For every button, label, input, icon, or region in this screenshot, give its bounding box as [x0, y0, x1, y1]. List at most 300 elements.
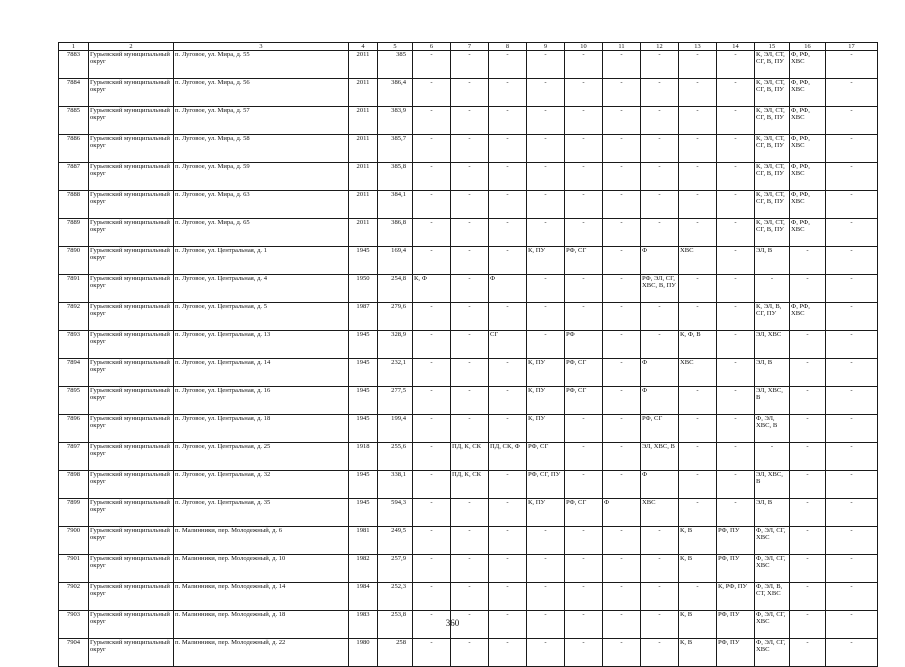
table-cell: Гурьевский муниципальный округ: [89, 639, 174, 667]
table-cell: -: [603, 583, 641, 611]
table-cell: п. Луговое, ул. Центральная, д. 25: [174, 443, 349, 471]
table-cell: -: [451, 219, 489, 247]
table-cell: -: [565, 163, 603, 191]
table-cell: -: [826, 163, 878, 191]
table-cell: п. Луговое, ул. Мира, д. 65: [174, 219, 349, 247]
table-cell: Гурьевский муниципальный округ: [89, 107, 174, 135]
table-cell: Гурьевский муниципальный округ: [89, 51, 174, 79]
table-cell: -: [527, 583, 565, 611]
table-cell: -: [413, 387, 451, 415]
table-cell: Гурьевский муниципальный округ: [89, 387, 174, 415]
table-cell: ЭЛ, В: [755, 499, 790, 527]
table-cell: -: [489, 191, 527, 219]
table-cell: 385: [378, 51, 413, 79]
table-cell: -: [826, 303, 878, 331]
table-row: [59, 471, 878, 499]
table-cell: -: [489, 471, 527, 499]
table-cell: -: [826, 611, 878, 639]
table-cell: п. Луговое, ул. Центральная, д. 5: [174, 303, 349, 331]
table-cell: Ф, ЭЛ, СГ, ХВС: [755, 611, 790, 639]
table-cell: ЭЛ, ХВС: [755, 331, 790, 359]
table-cell: -: [679, 275, 717, 303]
table-cell: ХВС: [641, 499, 679, 527]
table-cell: РФ, ПУ: [717, 611, 755, 639]
table-cell: -: [755, 275, 790, 303]
table-cell: -: [489, 163, 527, 191]
table-cell: К, В: [679, 611, 717, 639]
table-cell: Ф: [641, 247, 679, 275]
table-cell: п. Луговое, ул. Мира, д. 57: [174, 107, 349, 135]
table-cell: Гурьевский муниципальный округ: [89, 331, 174, 359]
table-cell: -: [489, 583, 527, 611]
table-cell: -: [603, 163, 641, 191]
table-cell: К, ПУ: [527, 247, 565, 275]
table-row: [59, 639, 878, 667]
table-cell: -: [413, 219, 451, 247]
table-cell: -: [451, 275, 489, 303]
table-cell: 7885: [59, 107, 89, 135]
table-cell: Ф, РФ, ХВС: [790, 135, 826, 163]
table-cell: 1983: [349, 611, 378, 639]
table-cell: -: [527, 79, 565, 107]
table-row: [59, 135, 878, 163]
table-cell: Гурьевский муниципальный округ: [89, 303, 174, 331]
table-cell: -: [603, 555, 641, 583]
table-cell: ПД, К, СК: [451, 443, 489, 471]
table-cell: 1945: [349, 415, 378, 443]
table-cell: Гурьевский муниципальный округ: [89, 471, 174, 499]
table-cell: Гурьевский муниципальный округ: [89, 247, 174, 275]
column-header: 8: [489, 43, 527, 51]
table-cell: 7894: [59, 359, 89, 387]
table-cell: Гурьевский муниципальный округ: [89, 443, 174, 471]
table-cell: -: [413, 247, 451, 275]
table-cell: СГ: [489, 331, 527, 359]
table-cell: РФ, ПУ: [717, 639, 755, 667]
table-cell: Гурьевский муниципальный округ: [89, 583, 174, 611]
column-header: 4: [349, 43, 378, 51]
table-cell: -: [527, 219, 565, 247]
table-cell: -: [826, 415, 878, 443]
table-cell: -: [413, 499, 451, 527]
table-cell: 1982: [349, 555, 378, 583]
table-cell: -: [413, 107, 451, 135]
table-cell: -: [790, 415, 826, 443]
table-cell: -: [717, 443, 755, 471]
table-cell: -: [565, 471, 603, 499]
table-cell: -: [527, 275, 565, 303]
table-cell: -: [489, 359, 527, 387]
table-cell: 1981: [349, 527, 378, 555]
table-cell: -: [717, 415, 755, 443]
table-cell: Гурьевский муниципальный округ: [89, 499, 174, 527]
table-cell: 7883: [59, 51, 89, 79]
table-cell: -: [451, 191, 489, 219]
table-cell: п. Луговое, ул. Центральная, д. 13: [174, 331, 349, 359]
table-cell: 7902: [59, 583, 89, 611]
table-row: [59, 527, 878, 555]
table-cell: -: [527, 191, 565, 219]
table-cell: -: [826, 387, 878, 415]
table-cell: -: [565, 79, 603, 107]
table-cell: -: [527, 163, 565, 191]
table-cell: -: [717, 303, 755, 331]
table-cell: К, ЭЛ, СТ, СГ, В, ПУ: [755, 107, 790, 135]
table-cell: К, ЭЛ, СТ, СГ, В, ПУ: [755, 51, 790, 79]
table-cell: -: [826, 583, 878, 611]
table-cell: Ф: [603, 499, 641, 527]
page-number: 360: [445, 618, 460, 628]
table-cell: 1945: [349, 331, 378, 359]
table-cell: -: [717, 499, 755, 527]
table-row: [59, 499, 878, 527]
table-cell: п. Малинники, пер. Молодежный, д. 22: [174, 639, 349, 667]
table-cell: -: [641, 135, 679, 163]
table-cell: -: [790, 527, 826, 555]
table-cell: 7900: [59, 527, 89, 555]
table-cell: ЭЛ, ХВС, В: [755, 387, 790, 415]
table-cell: 1945: [349, 499, 378, 527]
table-cell: -: [717, 79, 755, 107]
table-cell: 7886: [59, 135, 89, 163]
table-cell: -: [451, 499, 489, 527]
table-cell: -: [826, 191, 878, 219]
table-cell: -: [679, 163, 717, 191]
table-cell: 232,1: [378, 359, 413, 387]
table-cell: 386,4: [378, 79, 413, 107]
table-cell: 7890: [59, 247, 89, 275]
table-cell: 1918: [349, 443, 378, 471]
table-cell: 1945: [349, 471, 378, 499]
table-cell: 7903: [59, 611, 89, 639]
table-cell: 2011: [349, 135, 378, 163]
table-cell: -: [413, 303, 451, 331]
table-cell: Ф: [641, 471, 679, 499]
table-cell: Гурьевский муниципальный округ: [89, 191, 174, 219]
table-cell: Гурьевский муниципальный округ: [89, 219, 174, 247]
table-cell: РФ, ПУ: [717, 555, 755, 583]
column-header: 1: [59, 43, 89, 51]
table-cell: К, Ф, В: [679, 331, 717, 359]
table-cell: РФ, СГ: [565, 359, 603, 387]
table-cell: -: [413, 135, 451, 163]
table-cell: -: [451, 163, 489, 191]
table-cell: 1945: [349, 247, 378, 275]
table-cell: -: [489, 219, 527, 247]
table-cell: п. Малинники, пер. Молодежный, д. 14: [174, 583, 349, 611]
table-cell: 7897: [59, 443, 89, 471]
table-cell: -: [826, 499, 878, 527]
table-cell: К, Ф: [413, 275, 451, 303]
table-cell: п. Луговое, ул. Мира, д. 58: [174, 135, 349, 163]
table-cell: -: [603, 471, 641, 499]
table-cell: К, В: [679, 527, 717, 555]
table-cell: 2011: [349, 107, 378, 135]
table-cell: 7884: [59, 79, 89, 107]
table-cell: -: [413, 527, 451, 555]
column-header: 12: [641, 43, 679, 51]
table-row: [59, 415, 878, 443]
table-cell: -: [565, 191, 603, 219]
table-cell: -: [413, 471, 451, 499]
table-cell: -: [717, 275, 755, 303]
table-cell: ПД, К, СК: [451, 471, 489, 499]
table-cell: -: [489, 639, 527, 667]
table-cell: -: [717, 107, 755, 135]
table-cell: Ф, РФ, ХВС: [790, 107, 826, 135]
column-header: 13: [679, 43, 717, 51]
table-cell: -: [641, 303, 679, 331]
table-cell: РФ, СГ: [565, 247, 603, 275]
table-cell: -: [413, 359, 451, 387]
table-cell: -: [790, 499, 826, 527]
table-cell: 2011: [349, 191, 378, 219]
table-cell: Ф, ЭЛ, СГ, ХВС: [755, 555, 790, 583]
table-cell: РФ, ЭЛ, СГ, ХВС, В, ПУ: [641, 275, 679, 303]
table-cell: Гурьевский муниципальный округ: [89, 359, 174, 387]
table-cell: Гурьевский муниципальный округ: [89, 135, 174, 163]
table-cell: -: [717, 191, 755, 219]
table-cell: -: [565, 107, 603, 135]
table-cell: -: [641, 331, 679, 359]
table-cell: п. Луговое, ул. Мира, д. 55: [174, 51, 349, 79]
table-cell: -: [826, 275, 878, 303]
table-cell: 1945: [349, 387, 378, 415]
table-cell: РФ, ПУ: [717, 527, 755, 555]
table-cell: п. Малинники, пер. Молодежный, д. 10: [174, 555, 349, 583]
table-row: [59, 163, 878, 191]
table-cell: 252,3: [378, 583, 413, 611]
table-cell: п. Луговое, ул. Центральная, д. 18: [174, 415, 349, 443]
table-cell: Гурьевский муниципальный округ: [89, 527, 174, 555]
table-cell: -: [489, 415, 527, 443]
table-cell: -: [527, 107, 565, 135]
table-cell: -: [565, 303, 603, 331]
table-cell: -: [451, 247, 489, 275]
table-cell: -: [826, 247, 878, 275]
table-cell: -: [527, 303, 565, 331]
table-cell: Ф, РФ, ХВС: [790, 303, 826, 331]
table-cell: -: [641, 527, 679, 555]
table-cell: -: [603, 415, 641, 443]
column-header: 7: [451, 43, 489, 51]
table-cell: 594,3: [378, 499, 413, 527]
table-cell: -: [527, 135, 565, 163]
table-cell: 7893: [59, 331, 89, 359]
table-cell: -: [717, 135, 755, 163]
document-sheet: [58, 42, 876, 667]
table-cell: -: [489, 107, 527, 135]
table-cell: -: [790, 359, 826, 387]
table-cell: Ф, РФ, ХВС: [790, 219, 826, 247]
table-cell: -: [717, 51, 755, 79]
table-cell: п. Луговое, ул. Центральная, д. 1: [174, 247, 349, 275]
table-cell: -: [603, 51, 641, 79]
table-cell: -: [413, 163, 451, 191]
table-cell: ЭЛ, В: [755, 247, 790, 275]
table-cell: -: [489, 79, 527, 107]
table-cell: -: [790, 471, 826, 499]
table-cell: -: [826, 107, 878, 135]
table-cell: 7888: [59, 191, 89, 219]
table-cell: -: [489, 303, 527, 331]
table-cell: РФ, СГ: [565, 387, 603, 415]
table-cell: п. Малинники, пер. Молодежный, д. 6: [174, 527, 349, 555]
table-cell: -: [717, 387, 755, 415]
table-cell: 386,8: [378, 219, 413, 247]
table-cell: 258: [378, 639, 413, 667]
table-cell: 1950: [349, 275, 378, 303]
table-cell: К, ЭЛ, СТ, СГ, В, ПУ: [755, 79, 790, 107]
table-cell: 338,1: [378, 471, 413, 499]
table-cell: -: [790, 275, 826, 303]
table-cell: -: [603, 219, 641, 247]
table-cell: Гурьевский муниципальный округ: [89, 79, 174, 107]
table-cell: -: [717, 163, 755, 191]
table-cell: -: [413, 191, 451, 219]
table-row: [59, 303, 878, 331]
table-cell: -: [641, 611, 679, 639]
table-cell: К, ЭЛ, В, СГ, ПУ: [755, 303, 790, 331]
table-cell: п. Луговое, ул. Центральная, д. 14: [174, 359, 349, 387]
table-cell: К, РФ, ПУ: [717, 583, 755, 611]
table-cell: -: [826, 527, 878, 555]
table-cell: 169,4: [378, 247, 413, 275]
column-header: 3: [174, 43, 349, 51]
table-cell: -: [603, 527, 641, 555]
table-cell: -: [679, 107, 717, 135]
table-cell: 385,7: [378, 135, 413, 163]
table-cell: 279,6: [378, 303, 413, 331]
table-cell: -: [679, 415, 717, 443]
table-cell: -: [451, 527, 489, 555]
table-cell: -: [826, 443, 878, 471]
table-cell: -: [603, 611, 641, 639]
table-row: [59, 331, 878, 359]
column-header: 10: [565, 43, 603, 51]
table-cell: 277,5: [378, 387, 413, 415]
table-cell: Гурьевский муниципальный округ: [89, 611, 174, 639]
table-row: [59, 555, 878, 583]
table-body: [59, 43, 878, 667]
table-cell: -: [451, 107, 489, 135]
table-cell: -: [790, 555, 826, 583]
table-cell: К, ЭЛ, СТ, СГ, В, ПУ: [755, 163, 790, 191]
table-cell: ПД, СК, Ф: [489, 443, 527, 471]
table-cell: -: [413, 79, 451, 107]
table-cell: -: [603, 639, 641, 667]
table-cell: -: [717, 359, 755, 387]
table-cell: 328,9: [378, 331, 413, 359]
table-cell: -: [565, 415, 603, 443]
table-cell: К, ЭЛ, СТ, СГ, В, ПУ: [755, 135, 790, 163]
table-cell: -: [603, 359, 641, 387]
table-cell: РФ, СГ, ПУ: [527, 471, 565, 499]
table-cell: 1980: [349, 639, 378, 667]
table-cell: -: [489, 611, 527, 639]
table-cell: ХВС: [679, 247, 717, 275]
column-header: 11: [603, 43, 641, 51]
table-cell: -: [679, 303, 717, 331]
table-cell: -: [413, 583, 451, 611]
table-cell: -: [413, 443, 451, 471]
table-cell: п. Малинники, пер. Молодежный, д. 18: [174, 611, 349, 639]
table-cell: -: [641, 555, 679, 583]
table-cell: -: [826, 51, 878, 79]
table-row: [59, 107, 878, 135]
table-cell: 254,8: [378, 275, 413, 303]
table-cell: 2011: [349, 163, 378, 191]
table-cell: -: [717, 247, 755, 275]
table-cell: -: [603, 387, 641, 415]
table-cell: ЭЛ, ХВС, В: [755, 471, 790, 499]
table-cell: Ф, РФ, ХВС: [790, 79, 826, 107]
table-cell: -: [451, 639, 489, 667]
table-cell: п. Луговое, ул. Центральная, д. 35: [174, 499, 349, 527]
table-cell: -: [826, 555, 878, 583]
table-cell: -: [413, 611, 451, 639]
table-cell: -: [679, 79, 717, 107]
table-row: [59, 247, 878, 275]
table-cell: Ф, РФ, ХВС: [790, 51, 826, 79]
table-cell: Гурьевский муниципальный округ: [89, 415, 174, 443]
table-cell: -: [413, 415, 451, 443]
table-cell: -: [679, 443, 717, 471]
table-cell: -: [826, 219, 878, 247]
table-cell: 7891: [59, 275, 89, 303]
table-cell: Ф, РФ, ХВС: [790, 191, 826, 219]
table-row: [59, 443, 878, 471]
table-row: [59, 359, 878, 387]
table-cell: К, ЭЛ, СТ, СГ, В, ПУ: [755, 191, 790, 219]
table-cell: К, ЭЛ, СТ, СГ, В, ПУ: [755, 219, 790, 247]
table-cell: -: [565, 583, 603, 611]
table-cell: -: [489, 135, 527, 163]
column-header: 15: [755, 43, 790, 51]
table-cell: -: [679, 471, 717, 499]
table-cell: 1987: [349, 303, 378, 331]
table-cell: -: [451, 555, 489, 583]
column-header: 5: [378, 43, 413, 51]
table-cell: -: [679, 583, 717, 611]
table-cell: Гурьевский муниципальный округ: [89, 555, 174, 583]
table-cell: -: [603, 247, 641, 275]
header-row: [59, 43, 878, 51]
table-cell: 7895: [59, 387, 89, 415]
table-cell: -: [413, 331, 451, 359]
column-header: 17: [826, 43, 878, 51]
table-cell: -: [451, 611, 489, 639]
table-cell: -: [826, 471, 878, 499]
table-cell: -: [565, 51, 603, 79]
table-cell: 249,5: [378, 527, 413, 555]
table-cell: К, В: [679, 639, 717, 667]
table-cell: -: [603, 443, 641, 471]
table-cell: -: [489, 51, 527, 79]
table-cell: -: [451, 415, 489, 443]
table-cell: Ф, ЭЛ, В, СТ, ХВС: [755, 583, 790, 611]
table-cell: К, ПУ: [527, 387, 565, 415]
table-cell: -: [679, 387, 717, 415]
table-cell: Ф, ЭЛ, СГ, ХВС: [755, 639, 790, 667]
table-cell: -: [641, 219, 679, 247]
table-cell: К, В: [679, 555, 717, 583]
table-cell: -: [565, 527, 603, 555]
table-cell: -: [790, 247, 826, 275]
table-cell: -: [451, 583, 489, 611]
table-cell: -: [679, 219, 717, 247]
table-cell: -: [565, 639, 603, 667]
